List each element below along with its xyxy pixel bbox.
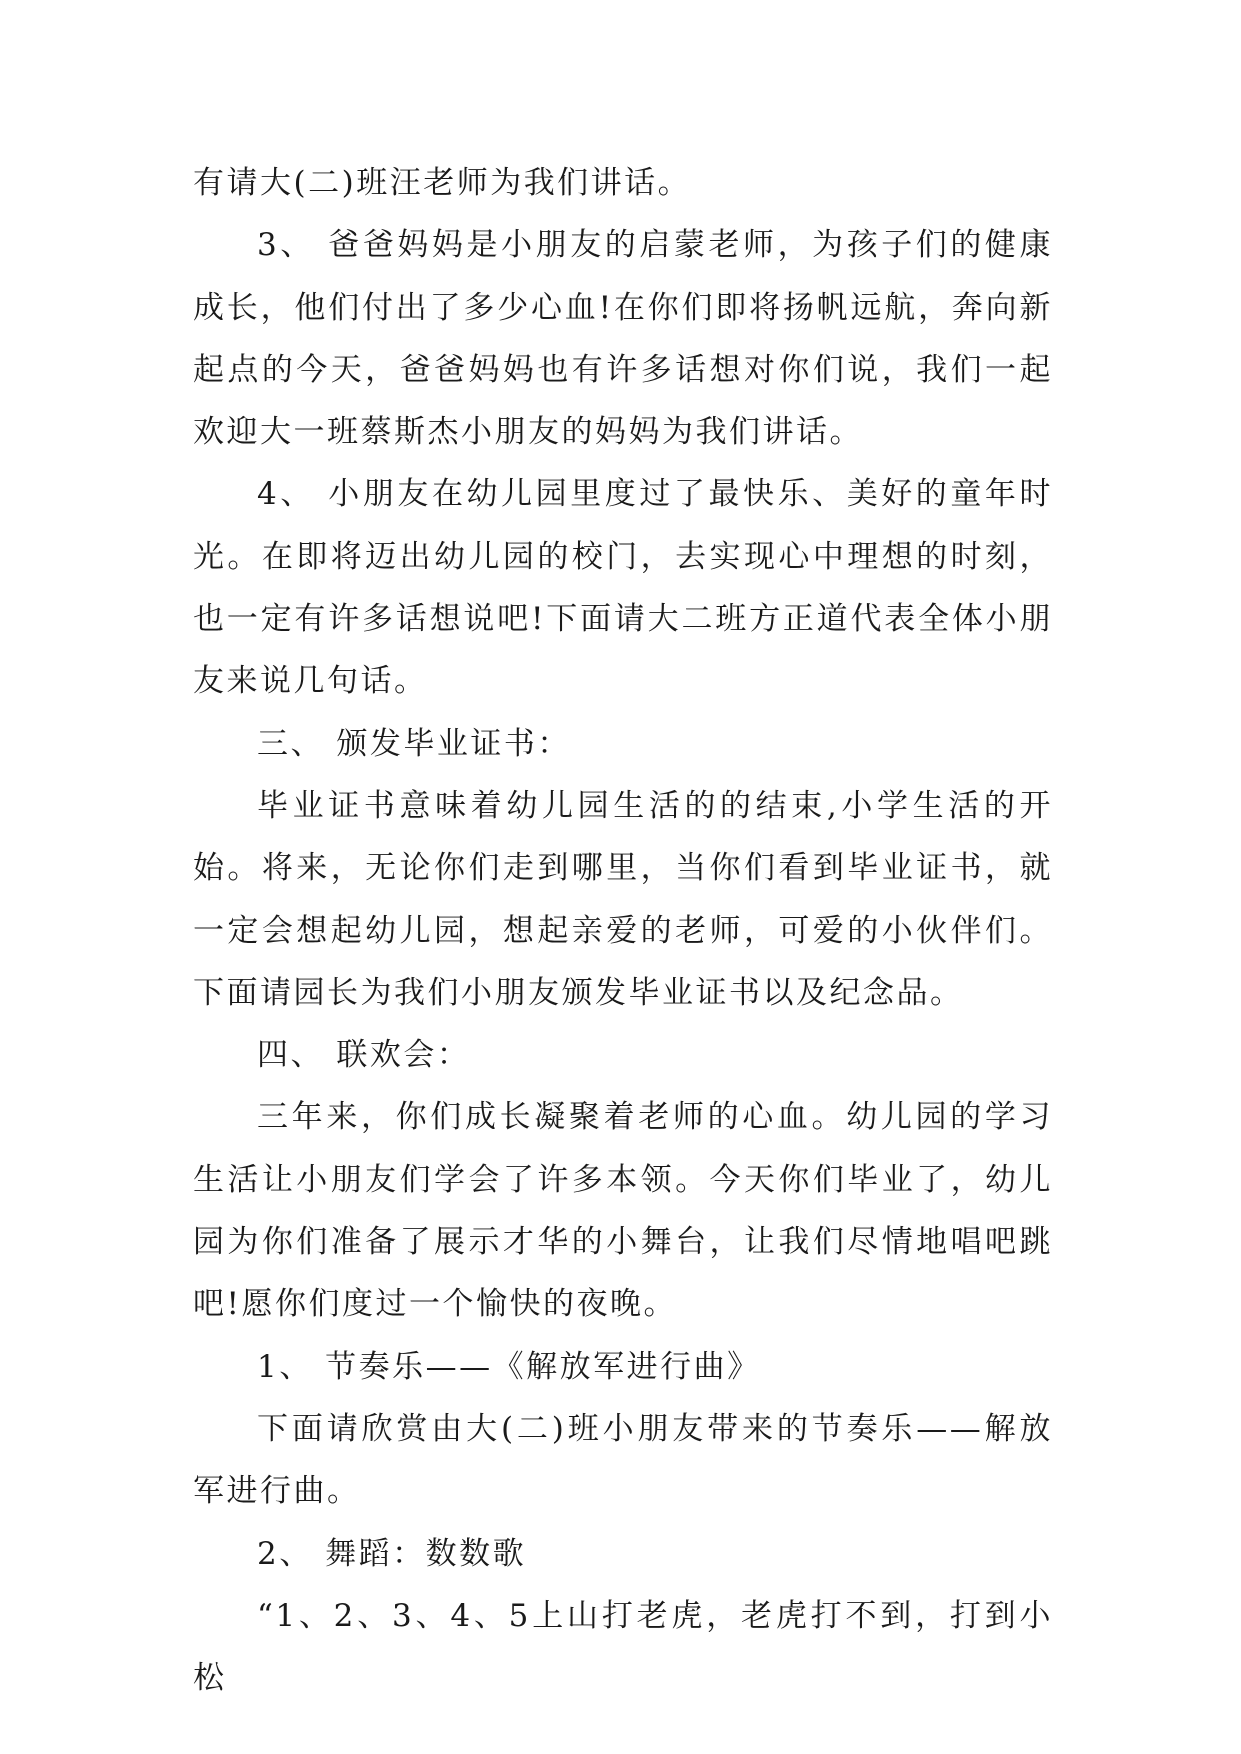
document-body <box>193 152 1053 1709</box>
section-heading: 四、 联欢会： <box>257 1037 471 1074</box>
paragraph: 下面请欣赏由大(二)班小朋友带来的节奏乐——解放军进行曲。 <box>193 1410 1053 1510</box>
program-item: 2、 舞蹈：数数歌 <box>257 1535 527 1572</box>
section-heading: 三、 颁发毕业证书： <box>257 725 571 762</box>
paragraph: 毕业证书意味着幼儿园生活的的结束,小学生活的开始。将来，无论你们走到哪里，当你们看到毕业证书，就一定会想起幼儿园，想起亲爱的老师，可爱的小伙伴们。下面请园长为我们小朋友颁发毕业证书以及纪念品。 <box>193 787 1053 1011</box>
paragraph: “1、2、3、4、5上山打老虎，老虎打不到，打到小松 <box>193 1597 1053 1697</box>
paragraph: 4、 小朋友在幼儿园里度过了最快乐、美好的童年时光。在即将迈出幼儿园的校门，去实现心中理想的时刻，也一定有许多话想说吧!下面请大二班方正道代表全体小朋友来说几句话。 <box>193 476 1053 700</box>
paragraph: 三年来，你们成长凝聚着老师的心血。幼儿园的学习生活让小朋友们学会了许多本领。今天你们毕业了，幼儿园为你们准备了展示才华的小舞台，让我们尽情地唱吧跳吧!愿你们度过一个愉快的夜晚。 <box>193 1099 1053 1323</box>
program-item: 1、 节奏乐——《解放军进行曲》 <box>257 1348 761 1385</box>
paragraph: 3、 爸爸妈妈是小朋友的启蒙老师，为孩子们的健康成长，他们付出了多少心血!在你们即将扬帆远航，奔向新起点的今天，爸爸妈妈也有许多话想对你们说，我们一起欢迎大一班蔡斯杰小朋友的妈妈为我们讲话。 <box>193 227 1053 451</box>
paragraph: 有请大(二)班汪老师为我们讲话。 <box>193 165 692 201</box>
